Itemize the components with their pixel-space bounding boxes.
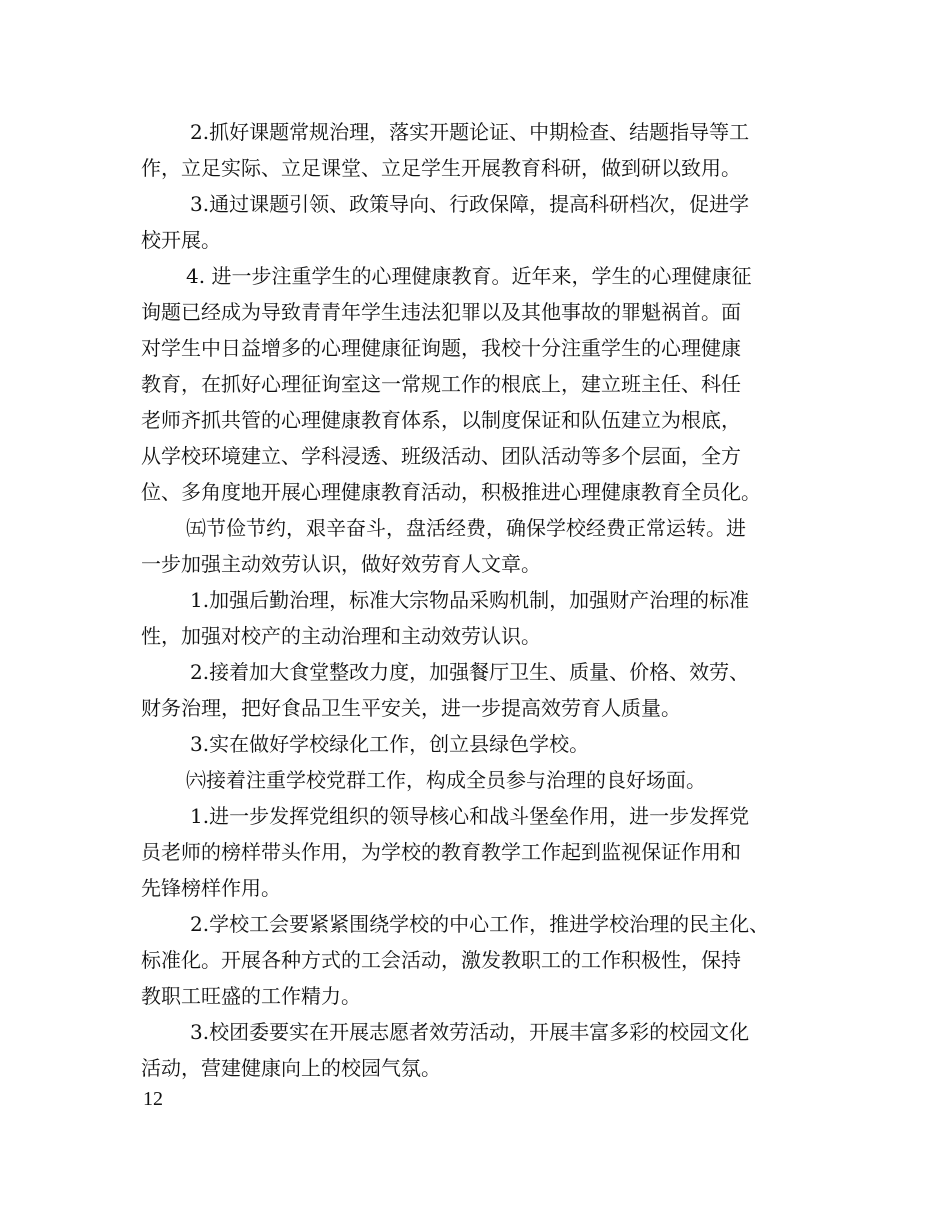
text-line: 3.校团委要实在开展志愿者效劳活动，开展丰富多彩的校园文化 bbox=[190, 1020, 750, 1044]
text-line: 4. 进一步注重学生的心理健康教育。近年来，学生的心理健康征 bbox=[186, 264, 752, 288]
text-line: 标准化。开展各种方式的工会活动，激发教职工的工作积极性，保持 bbox=[141, 948, 741, 972]
text-line: 老师齐抓共管的心理健康教育体系，以制度保证和队伍建立为根底， bbox=[141, 408, 741, 432]
text-line: 性，加强对校产的主动治理和主动效劳认识。 bbox=[141, 624, 541, 648]
text-line: 教职工旺盛的工作精力。 bbox=[141, 984, 361, 1008]
text-line: 从学校环境建立、学科浸透、班级活动、团队活动等多个层面，全方 bbox=[141, 444, 741, 468]
text-line: 3.通过课题引领、政策导向、行政保障，提高科研档次，促进学 bbox=[190, 192, 750, 216]
text-line: ㈤节俭节约，艰辛奋斗，盘活经费，确保学校经费正常运转。进 bbox=[186, 516, 746, 540]
text-line: 员老师的榜样带头作用，为学校的教育教学工作起到监视保证作用和 bbox=[141, 840, 741, 864]
text-line: 1.加强后勤治理，标准大宗物品采购机制，加强财产治理的标准 bbox=[190, 588, 750, 612]
text-line: 2.接着加大食堂整改力度，加强餐厅卫生、质量、价格、效劳、 bbox=[190, 660, 750, 684]
text-line: 一步加强主动效劳认识，做好效劳育人文章。 bbox=[141, 552, 541, 576]
text-line: 询题已经成为导致青青年学生违法犯罪以及其他事故的罪魁祸首。面 bbox=[141, 300, 741, 324]
text-line: 1.进一步发挥党组织的领导核心和战斗堡垒作用，进一步发挥党 bbox=[190, 804, 750, 828]
text-line: 对学生中日益增多的心理健康征询题，我校十分注重学生的心理健康 bbox=[141, 336, 741, 360]
text-line: 作，立足实际、立足课堂、立足学生开展教育科研，做到研以致用。 bbox=[141, 156, 741, 180]
text-line: 校开展。 bbox=[141, 228, 221, 252]
text-line: 2.抓好课题常规治理，落实开题论证、中期检查、结题指导等工 bbox=[190, 120, 750, 144]
text-line: 3.实在做好学校绿化工作，创立县绿色学校。 bbox=[190, 732, 590, 756]
text-line: ㈥接着注重学校党群工作，构成全员参与治理的良好场面。 bbox=[186, 768, 706, 792]
text-line: 活动，营建健康向上的校园气氛。 bbox=[141, 1056, 441, 1080]
text-line: 先锋榜样作用。 bbox=[141, 876, 281, 900]
text-line: 教育，在抓好心理征询室这一常规工作的根底上，建立班主任、科任 bbox=[141, 372, 741, 396]
page-number: 12 bbox=[143, 1088, 163, 1110]
text-line: 财务治理，把好食品卫生平安关，进一步提高效劳育人质量。 bbox=[141, 696, 681, 720]
text-line: 2.学校工会要紧紧围绕学校的中心工作，推进学校治理的民主化、 bbox=[190, 912, 770, 936]
text-line: 位、多角度地开展心理健康教育活动，积极推进心理健康教育全员化。 bbox=[141, 480, 761, 504]
